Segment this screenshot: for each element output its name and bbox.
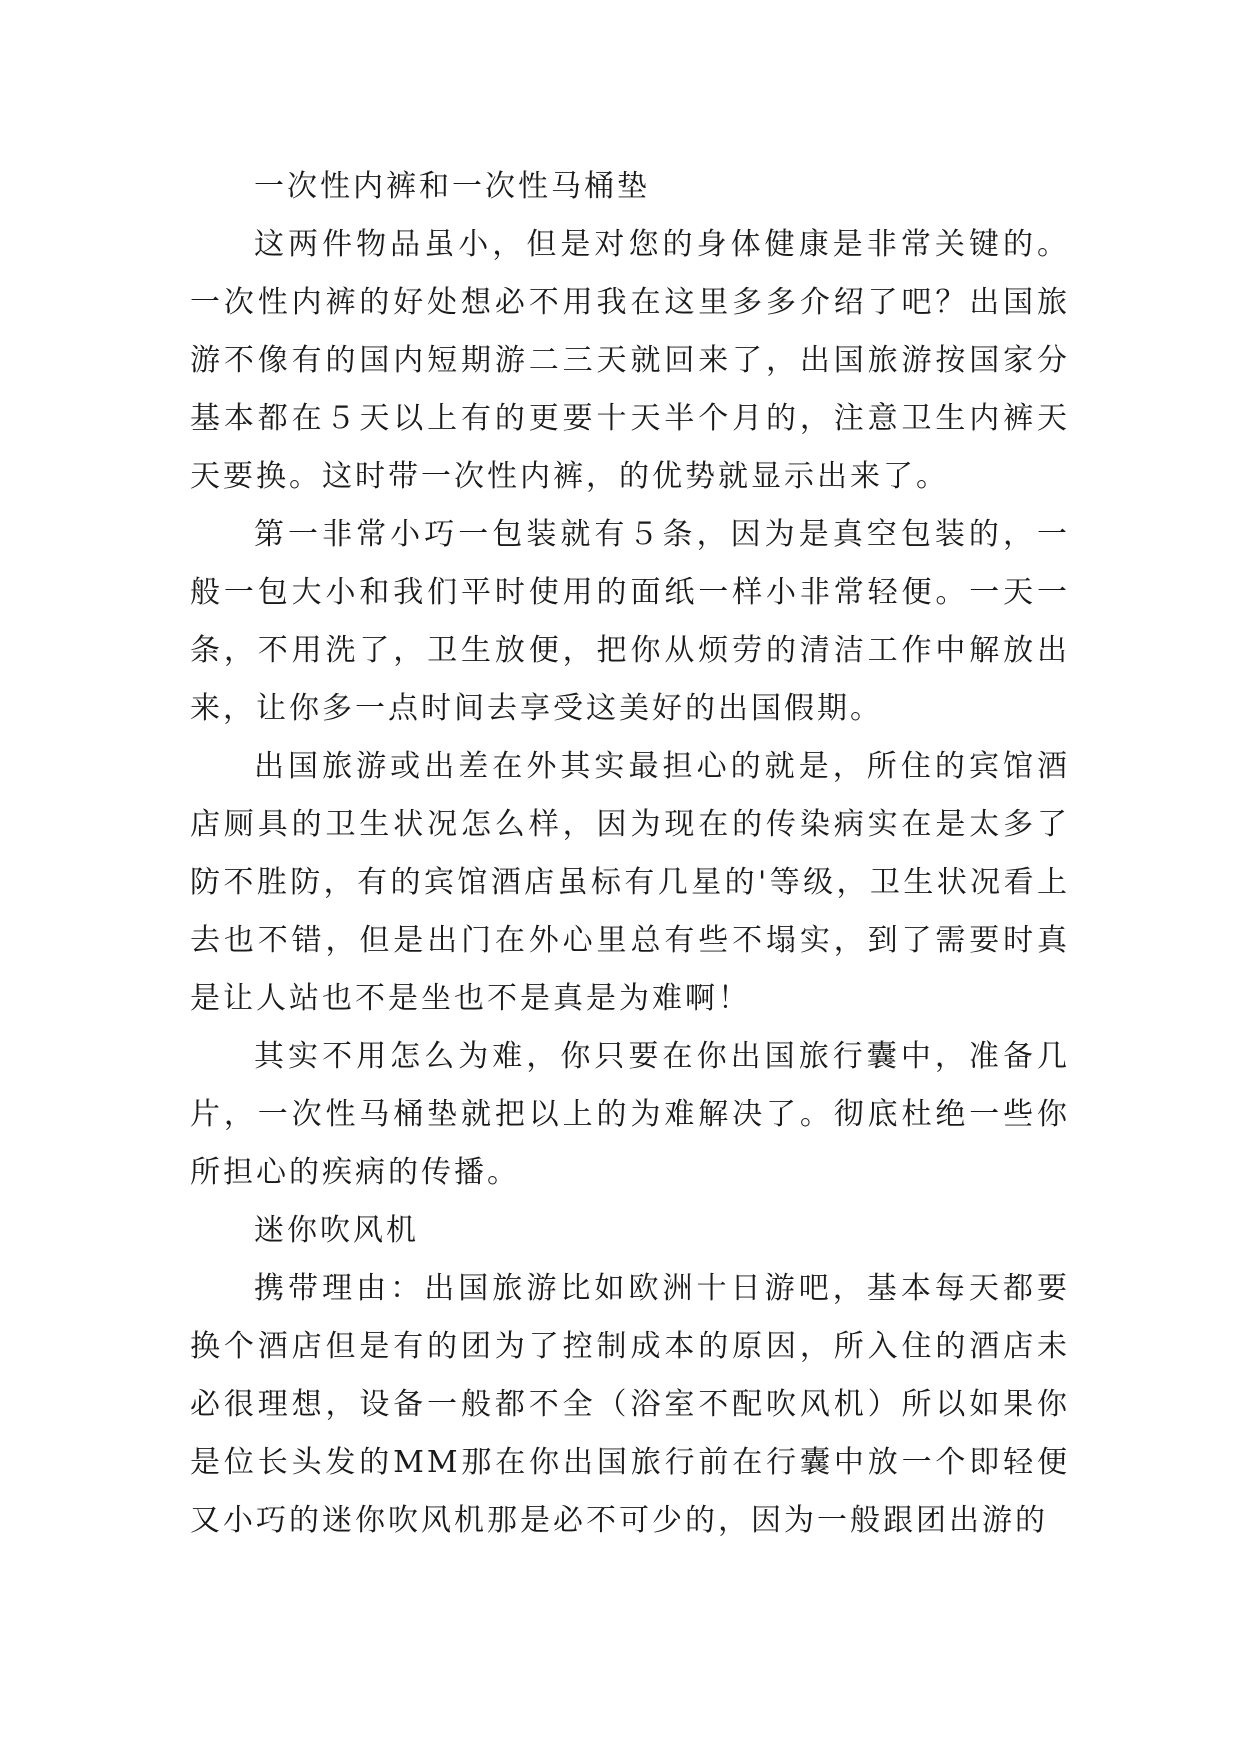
paragraph-heading-mini-hairdryer: 迷你吹风机 [254, 1213, 419, 1248]
paragraph: 其实不用怎么为难，你只要在你出国旅行囊中，准备几片，一次性马桶垫就把以上的为难解决了。彻底杜绝一些你所担心的疾病的传播。 [190, 1039, 1070, 1190]
paragraph: 出国旅游或出差在外其实最担心的就是，所住的宾馆酒店厕具的卫生状况怎么样，因为现在的传染病实在是太多了防不胜防，有的宾馆酒店虽标有几星的'等级，卫生状况看上去也不错，但是出门在外心里总有些不塌实，到了需要时真是让人站也不是坐也不是真是为难啊！ [190, 749, 1070, 1016]
paragraph: 携带理由：出国旅游比如欧洲十日游吧，基本每天都要换个酒店但是有的团为了控制成本的原因，所入住的酒店未必很理想，设备一般都不全（浴室不配吹风机）所以如果你是位长头发的MM那在你出国旅行前在行囊中放一个即轻便又小巧的迷你吹风机那是必不可少的，因为一般跟团出游的 [190, 1271, 1070, 1538]
paragraph: 这两件物品虽小，但是对您的身体健康是非常关键的。一次性内裤的好处想必不用我在这里多多介绍了吧？出国旅游不像有的国内短期游二三天就回来了，出国旅游按国家分基本都在５天以上有的更要十天半个月的，注意卫生内裤天天要换。这时带一次性内裤，的优势就显示出来了。 [190, 227, 1070, 494]
paragraph: 第一非常小巧一包装就有５条，因为是真空包装的，一般一包大小和我们平时使用的面纸一样小非常轻便。一天一条，不用洗了，卫生放便，把你从烦劳的清洁工作中解放出来，让你多一点时间去享受这美好的出国假期。 [190, 517, 1070, 726]
paragraph-heading-disposable-items: 一次性内裤和一次性马桶垫 [254, 169, 650, 204]
document-body [190, 158, 1070, 1550]
